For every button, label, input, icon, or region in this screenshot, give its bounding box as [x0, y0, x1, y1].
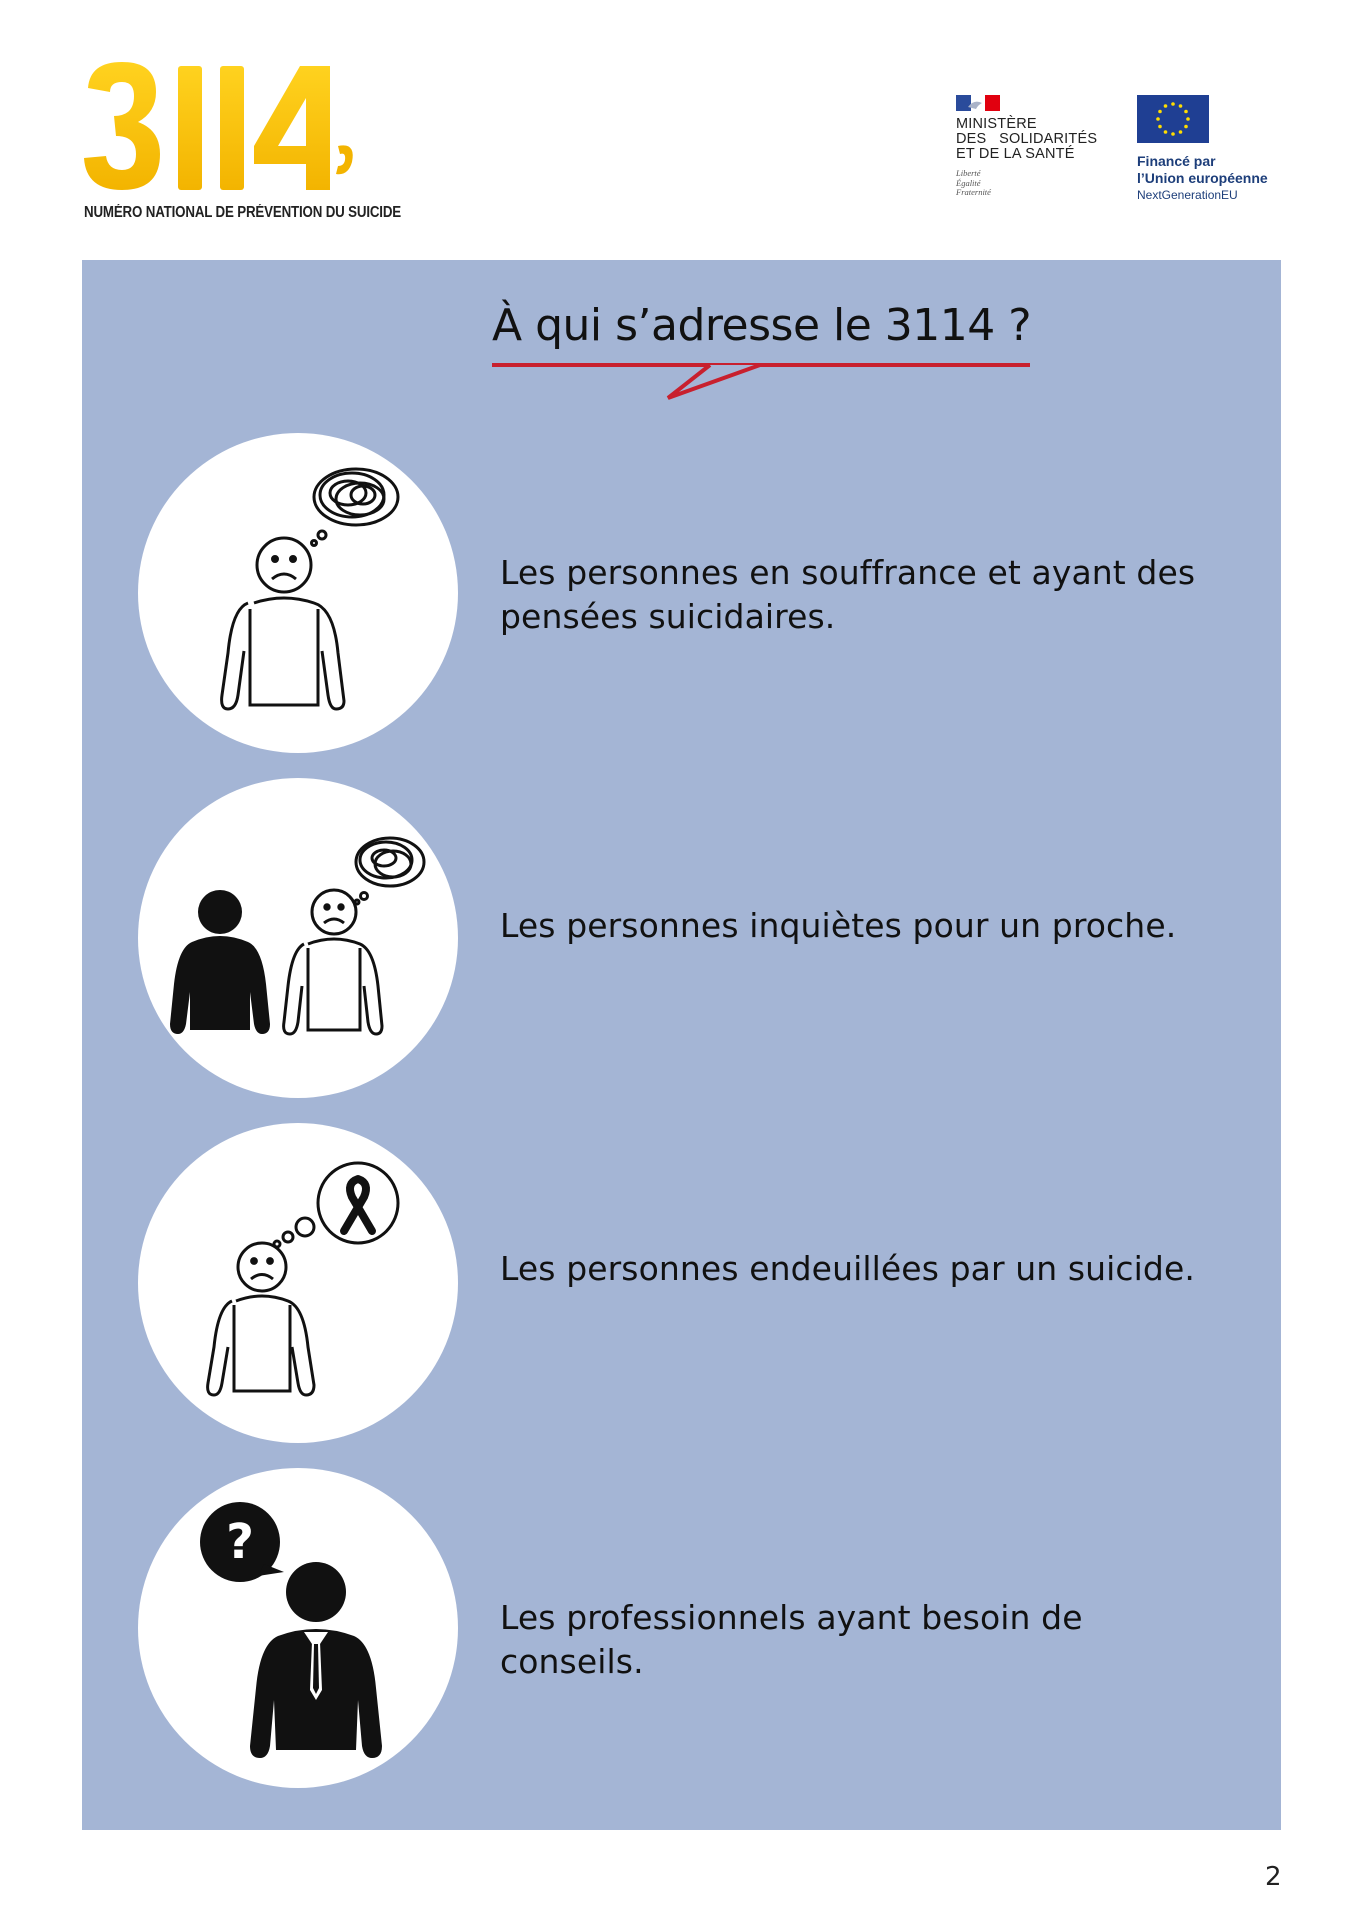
eu-funding-line1: Financé par — [1137, 153, 1216, 169]
audience-text: Les professionnels ayant besoin de conseils. — [500, 1598, 1083, 1681]
ministry-name: MINISTÈRE DES SOLIDARITÉS ET DE LA SANTÉ — [956, 116, 1098, 162]
professional-question-icon — [138, 1468, 458, 1788]
marianne-flag-icon — [956, 95, 1000, 111]
eu-block — [1137, 95, 1287, 205]
logo-tagline: NUMÉRO NATIONAL DE PRÉVENTION DU SUICIDE — [84, 204, 402, 221]
audience-text: Les personnes endeuillées par un suicide. — [500, 1249, 1195, 1288]
audience-item-bereaved — [138, 1123, 1238, 1443]
icon-circle — [138, 433, 458, 753]
distressed-person-icon — [138, 433, 458, 753]
audience-item-professional — [138, 1468, 1238, 1788]
bereaved-person-icon — [138, 1123, 458, 1443]
audience-item-relative — [138, 778, 1238, 1098]
eu-flag-icon — [1137, 95, 1209, 143]
heading-block — [402, 300, 1032, 410]
eu-funding-line3: NextGenerationEU — [1137, 188, 1238, 202]
audience-text: Les personnes en souffrance et ayant des pensées suicidaires. — [500, 553, 1196, 636]
ministry-motto: Liberté Égalité Fraternité — [956, 168, 991, 197]
audience-item-distressed — [138, 433, 1238, 753]
speech-underline-icon — [490, 360, 1030, 410]
logo-3114-icon — [80, 58, 360, 198]
icon-circle — [138, 1468, 458, 1788]
page-number: 2 — [1265, 1862, 1282, 1892]
page-title: À qui s’adresse le 3114 ? — [492, 300, 1032, 351]
main-panel — [82, 260, 1281, 1830]
eu-funding-line2: l’Union européenne — [1137, 170, 1268, 186]
icon-circle — [138, 1123, 458, 1443]
worried-relative-icon — [138, 778, 458, 1098]
ministry-block — [956, 95, 1106, 205]
logo-3114 — [80, 58, 402, 228]
audience-text: Les personnes inquiètes pour un proche. — [500, 906, 1177, 945]
svg-text:?: ? — [226, 1514, 254, 1570]
icon-circle — [138, 778, 458, 1098]
